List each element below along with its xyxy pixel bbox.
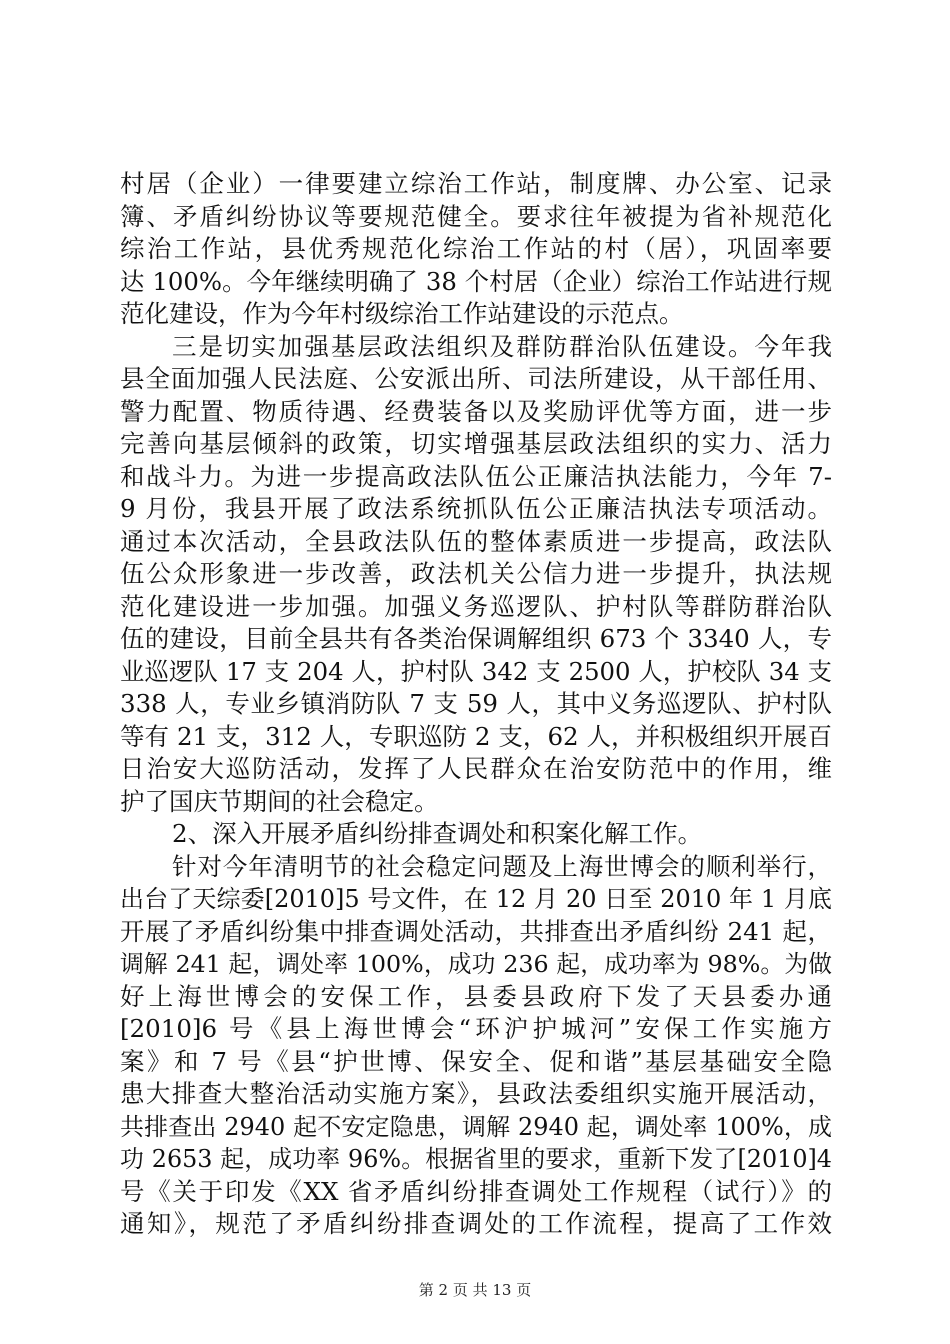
text-line: [2010]6 号《县上海世博会“环沪护城河”安保工作实施方 <box>120 1014 832 1043</box>
text-line: 业巡逻队 17 支 204 人，护村队 342 支 2500 人，护校队 34 支 <box>120 656 832 686</box>
text-line: 好上海世博会的安保工作，县委县政府下发了天县委办通 <box>120 981 832 1011</box>
text-line: 警力配置、物质待遇、经费装备以及奖励评优等方面，进一步 <box>120 396 832 426</box>
text-line: 出台了天综委[2010]5 号文件，在 12 月 20 日至 2010 年 1 月底 <box>120 885 832 913</box>
text-line: 三是切实加强基层政法组织及群防群治队伍建设。今年我 <box>172 331 832 361</box>
text-line: 县全面加强人民法庭、公安派出所、司法所建设，从干部任用、 <box>120 364 832 393</box>
text-line: 综治工作站，县优秀规范化综治工作站的村（居），巩固率要 <box>120 234 832 263</box>
page-footer: 第 2 页 共 13 页 <box>418 1281 532 1299</box>
text-line: 通知》，规范了矛盾纠纷排查调处的工作流程，提高了工作效 <box>120 1209 832 1238</box>
text-line: 案》和 7 号《县“护世博、保安全、促和谐”基层基础安全隐 <box>120 1046 832 1076</box>
text-line: 达 100%。今年继续明确了 38 个村居（企业）综治工作站进行规 <box>120 266 832 296</box>
text-line: 开展了矛盾纠纷集中排查调处活动，共排查出矛盾纠纷 241 起， <box>120 916 832 946</box>
text-line: 通过本次活动，全县政法队伍的整体素质进一步提高，政法队 <box>120 526 832 556</box>
text-line: 范化建设进一步加强。加强义务巡逻队、护村队等群防群治队 <box>120 591 832 621</box>
text-line: 号《关于印发《XX 省矛盾纠纷排查调处工作规程（试行）》的 <box>120 1176 832 1206</box>
text-line: 等有 21 支，312 人，专职巡防 2 支，62 人，并积极组织开展百 <box>120 721 832 751</box>
text-line: 范化建设，作为今年村级综治工作站建设的示范点。 <box>120 299 684 328</box>
text-line: 和战斗力。为进一步提高政法队伍公正廉洁执法能力，今年 7- <box>120 461 832 491</box>
text-line: 日治安大巡防活动，发挥了人民群众在治安防范中的作用，维 <box>120 754 832 783</box>
text-line: 护了国庆节期间的社会稳定。 <box>120 786 439 816</box>
text-line: 村居（企业）一律要建立综治工作站，制度牌、办公室、记录 <box>120 169 832 198</box>
text-line: 调解 241 起，调处率 100%，成功 236 起，成功率为 98%。为做 <box>120 950 832 978</box>
text-line: 338 人，专业乡镇消防队 7 支 59 人，其中义务巡逻队、护村队 <box>120 689 832 718</box>
text-line: 簿、矛盾纠纷协议等要规范健全。要求往年被提为省补规范化 <box>120 201 832 231</box>
text-line: 功 2653 起，成功率 96%。根据省里的要求，重新下发了[2010]4 <box>120 1145 832 1173</box>
text-line: 共排查出 2940 起不安定隐患，调解 2940 起，调处率 100%，成 <box>120 1112 832 1141</box>
text-line: 完善向基层倾斜的政策，切实增强基层政法组织的实力、活力 <box>120 429 832 458</box>
text-line: 伍的建设，目前全县共有各类治保调解组织 673 个 3340 人，专 <box>120 624 832 653</box>
text-line: 伍公众形象进一步改善，政法机关公信力进一步提升，执法规 <box>120 559 832 588</box>
text-line: 9 月份，我县开展了政法系统抓队伍公正廉洁执法专项活动。 <box>120 494 832 523</box>
body-text <box>120 168 832 1241</box>
section-heading: 2、深入开展矛盾纠纷排查调处和积案化解工作。 <box>172 819 703 848</box>
text-line: 针对今年清明节的社会稳定问题及上海世博会的顺利举行， <box>172 851 832 881</box>
text-line: 患大排查大整治活动实施方案》，县政法委组织实施开展活动， <box>120 1079 832 1108</box>
